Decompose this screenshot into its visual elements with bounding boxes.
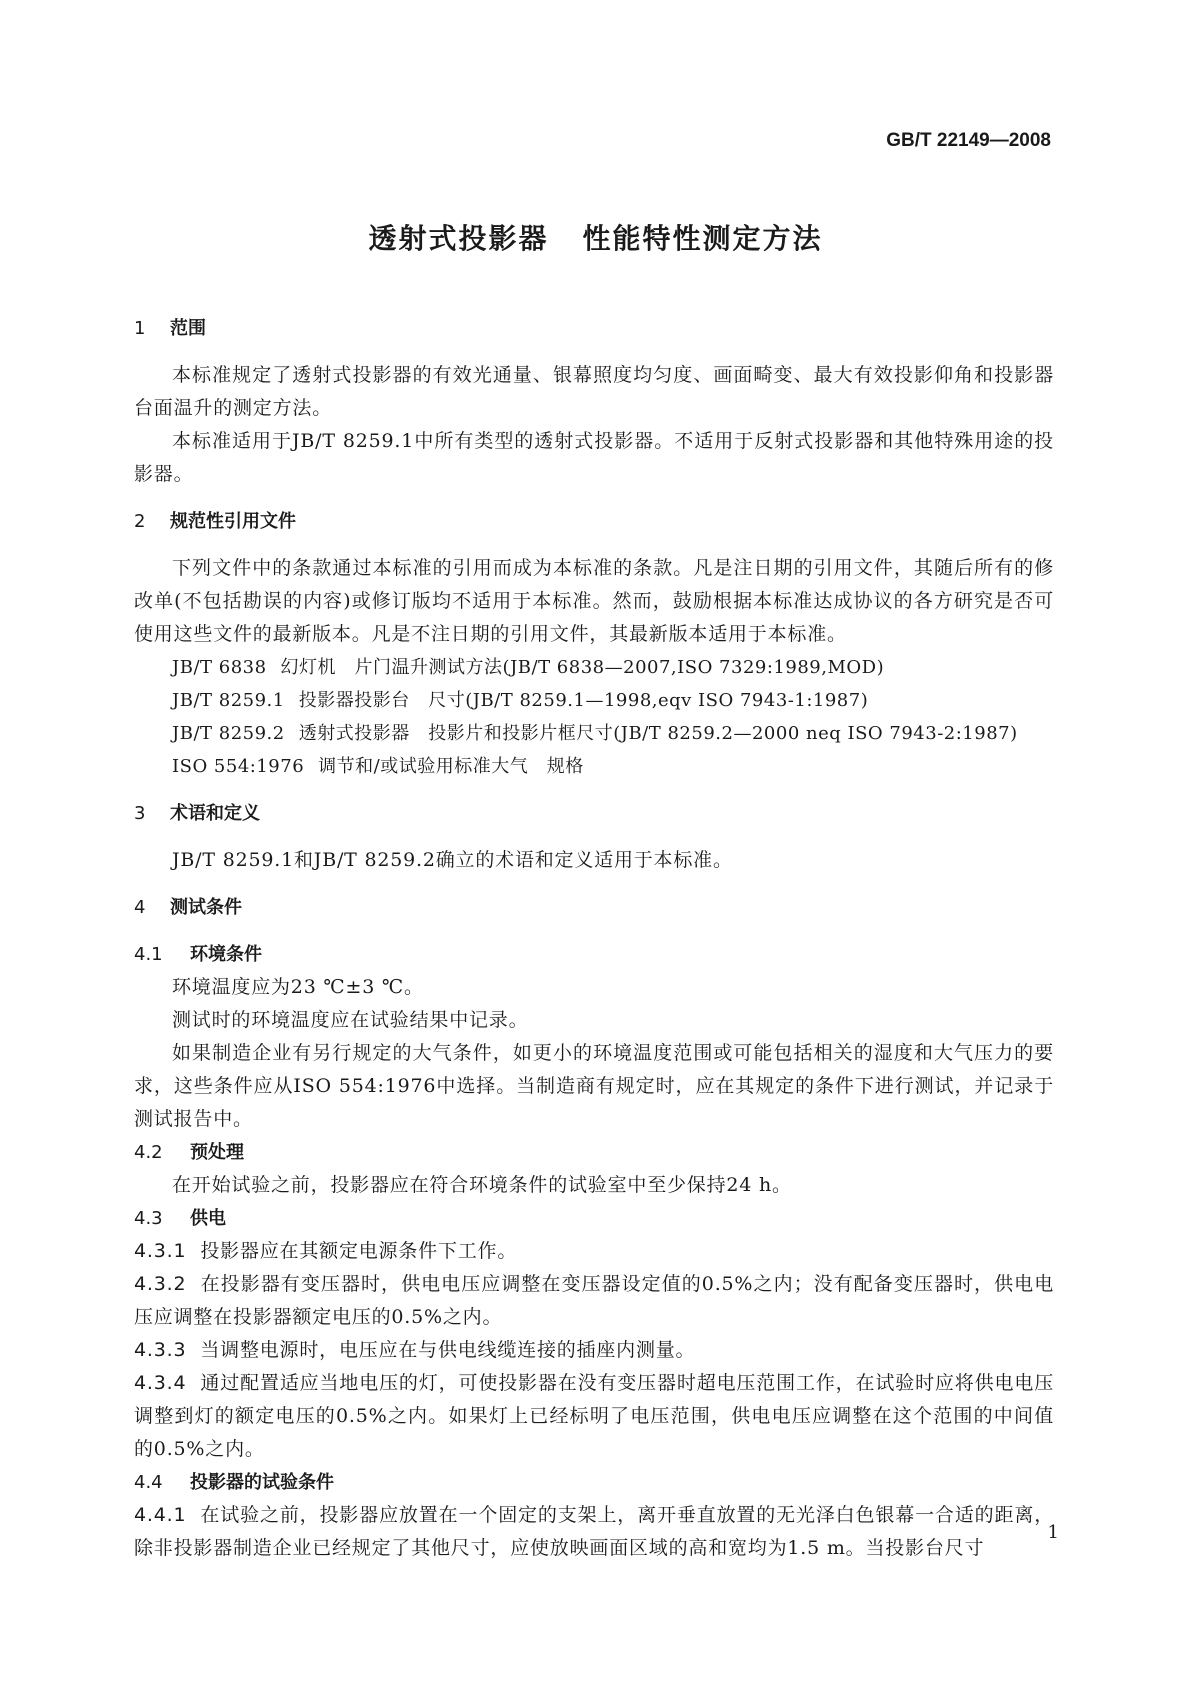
clause-number: 4.4 xyxy=(134,1472,163,1493)
paragraph: 测试时的环境温度应在试验结果中记录。 xyxy=(172,1009,529,1031)
reference-text: 调节和/或试验用标准大气 规格 xyxy=(318,756,584,777)
clause-heading xyxy=(134,938,1054,971)
reference-id: JB/T 8259.2 xyxy=(172,723,285,744)
paragraph: JB/T 8259.1和JB/T 8259.2确立的术语和定义适用于本标准。 xyxy=(172,849,733,871)
title-part-2: 性能特性测定方法 xyxy=(582,222,823,255)
subclause-number: 4.3.4 xyxy=(134,1372,187,1394)
subclause-number: 4.4.1 xyxy=(134,1504,187,1526)
page-number: 1 xyxy=(1047,1522,1059,1543)
reference-text: 幻灯机 片门温升测试方法(JB/T 6838—2007,ISO 7329:1989,MOD) xyxy=(280,657,885,678)
section-heading xyxy=(134,797,1054,830)
section-normative-references xyxy=(134,505,1054,783)
document-title xyxy=(0,222,1191,255)
subclause-text: 投影器应在其额定电源条件下工作。 xyxy=(200,1240,518,1262)
clause-title: 环境条件 xyxy=(190,944,262,965)
section-heading xyxy=(134,505,1054,538)
reference-id: JB/T 8259.1 xyxy=(172,690,285,711)
section-title: 测试条件 xyxy=(170,897,242,918)
subclause xyxy=(134,1235,1054,1268)
reference-text: 投影器投影台 尺寸(JB/T 8259.1—1998,eqv ISO 7943-1:1987) xyxy=(298,690,869,711)
section-title: 术语和定义 xyxy=(170,803,260,824)
paragraph: 本标准适用于JB/T 8259.1中所有类型的透射式投影器。不适用于反射式投影器和其他特殊用途的投影器。 xyxy=(134,430,1054,485)
subclause-text: 在投影器有变压器时，供电电压应调整在变压器设定值的0.5%之内；没有配备变压器时，供电电压应调整在投影器额定电压的0.5%之内。 xyxy=(134,1273,1054,1328)
paragraph: 下列文件中的条款通过本标准的引用而成为本标准的条款。凡是注日期的引用文件，其随后所有的修改单(不包括勘误的内容)或修订版均不适用于本标准。然而，鼓励根据本标准达成协议的各方研究是否可使用这些文件的最新版本。凡是不注日期的引用文件，其最新版本适用于本标准。 xyxy=(134,557,1054,645)
subclause-number: 4.3.1 xyxy=(134,1240,187,1262)
subclause-number: 4.3.2 xyxy=(134,1273,187,1295)
reference-id: JB/T 6838 xyxy=(172,657,267,678)
section-number: 4 xyxy=(134,897,146,918)
clause-number: 4.1 xyxy=(134,944,163,965)
clause-number: 4.2 xyxy=(134,1142,163,1163)
clause-title: 供电 xyxy=(190,1208,226,1229)
section-title: 规范性引用文件 xyxy=(170,511,296,532)
subclause xyxy=(134,1499,1054,1565)
section-terms xyxy=(134,797,1054,877)
subclause xyxy=(134,1367,1054,1466)
reference-item xyxy=(134,684,1054,717)
title-part-1: 透射式投影器 xyxy=(368,222,549,255)
section-scope xyxy=(134,312,1054,491)
subclause-text: 通过配置适应当地电压的灯，可使投影器在没有变压器时超电压范围工作，在试验时应将供电电压调整到灯的额定电压的0.5%之内。如果灯上已经标明了电压范围，供电电压应调整在这个范围的中间值的0.5%之内。 xyxy=(134,1372,1054,1460)
paragraph: 在开始试验之前，投影器应在符合环境条件的试验室中至少保持24 h。 xyxy=(172,1174,792,1196)
standard-code: GB/T 22149—2008 xyxy=(886,130,1051,151)
section-number: 3 xyxy=(134,803,146,824)
section-number: 1 xyxy=(134,318,146,339)
section-title: 范围 xyxy=(170,318,206,339)
paragraph: 本标准规定了透射式投影器的有效光通量、银幕照度均匀度、画面畸变、最大有效投影仰角和投影器台面温升的测定方法。 xyxy=(134,364,1054,419)
paragraph: 环境温度应为23 ℃±3 ℃。 xyxy=(172,976,424,998)
section-test-conditions xyxy=(134,891,1054,1565)
subclause xyxy=(134,1268,1054,1334)
section-heading xyxy=(134,312,1054,345)
subclause xyxy=(134,1334,1054,1367)
clause-title: 预处理 xyxy=(190,1142,244,1163)
section-heading xyxy=(134,891,1054,924)
reference-item xyxy=(134,651,1054,684)
clause-title: 投影器的试验条件 xyxy=(190,1472,334,1493)
subclause-text: 在试验之前，投影器应放置在一个固定的支架上，离开垂直放置的无光泽白色银幕一合适的距离，除非投影器制造企业已经规定了其他尺寸，应使放映画面区域的高和宽均为1.5 m。当投影台尺寸 xyxy=(134,1504,1054,1559)
subclause-number: 4.3.3 xyxy=(134,1339,187,1361)
clause-heading xyxy=(134,1466,1054,1499)
clause-heading xyxy=(134,1202,1054,1235)
clause-heading xyxy=(134,1136,1054,1169)
paragraph: 如果制造企业有另行规定的大气条件，如更小的环境温度范围或可能包括相关的湿度和大气压力的要求，这些条件应从ISO 554:1976中选择。当制造商有规定时，应在其规定的条件下进行测试，并记录于测试报告中。 xyxy=(134,1042,1054,1130)
subclause-text: 当调整电源时，电压应在与供电线缆连接的插座内测量。 xyxy=(200,1339,696,1361)
reference-id: ISO 554:1976 xyxy=(172,756,305,777)
document-body xyxy=(134,312,1054,1579)
clause-number: 4.3 xyxy=(134,1208,163,1229)
section-number: 2 xyxy=(134,511,146,532)
reference-item xyxy=(134,750,1054,783)
reference-text: 透射式投影器 投影片和投影片框尺寸(JB/T 8259.2—2000 neq ISO 7943-2:1987) xyxy=(298,723,1018,744)
reference-item xyxy=(134,717,1054,750)
